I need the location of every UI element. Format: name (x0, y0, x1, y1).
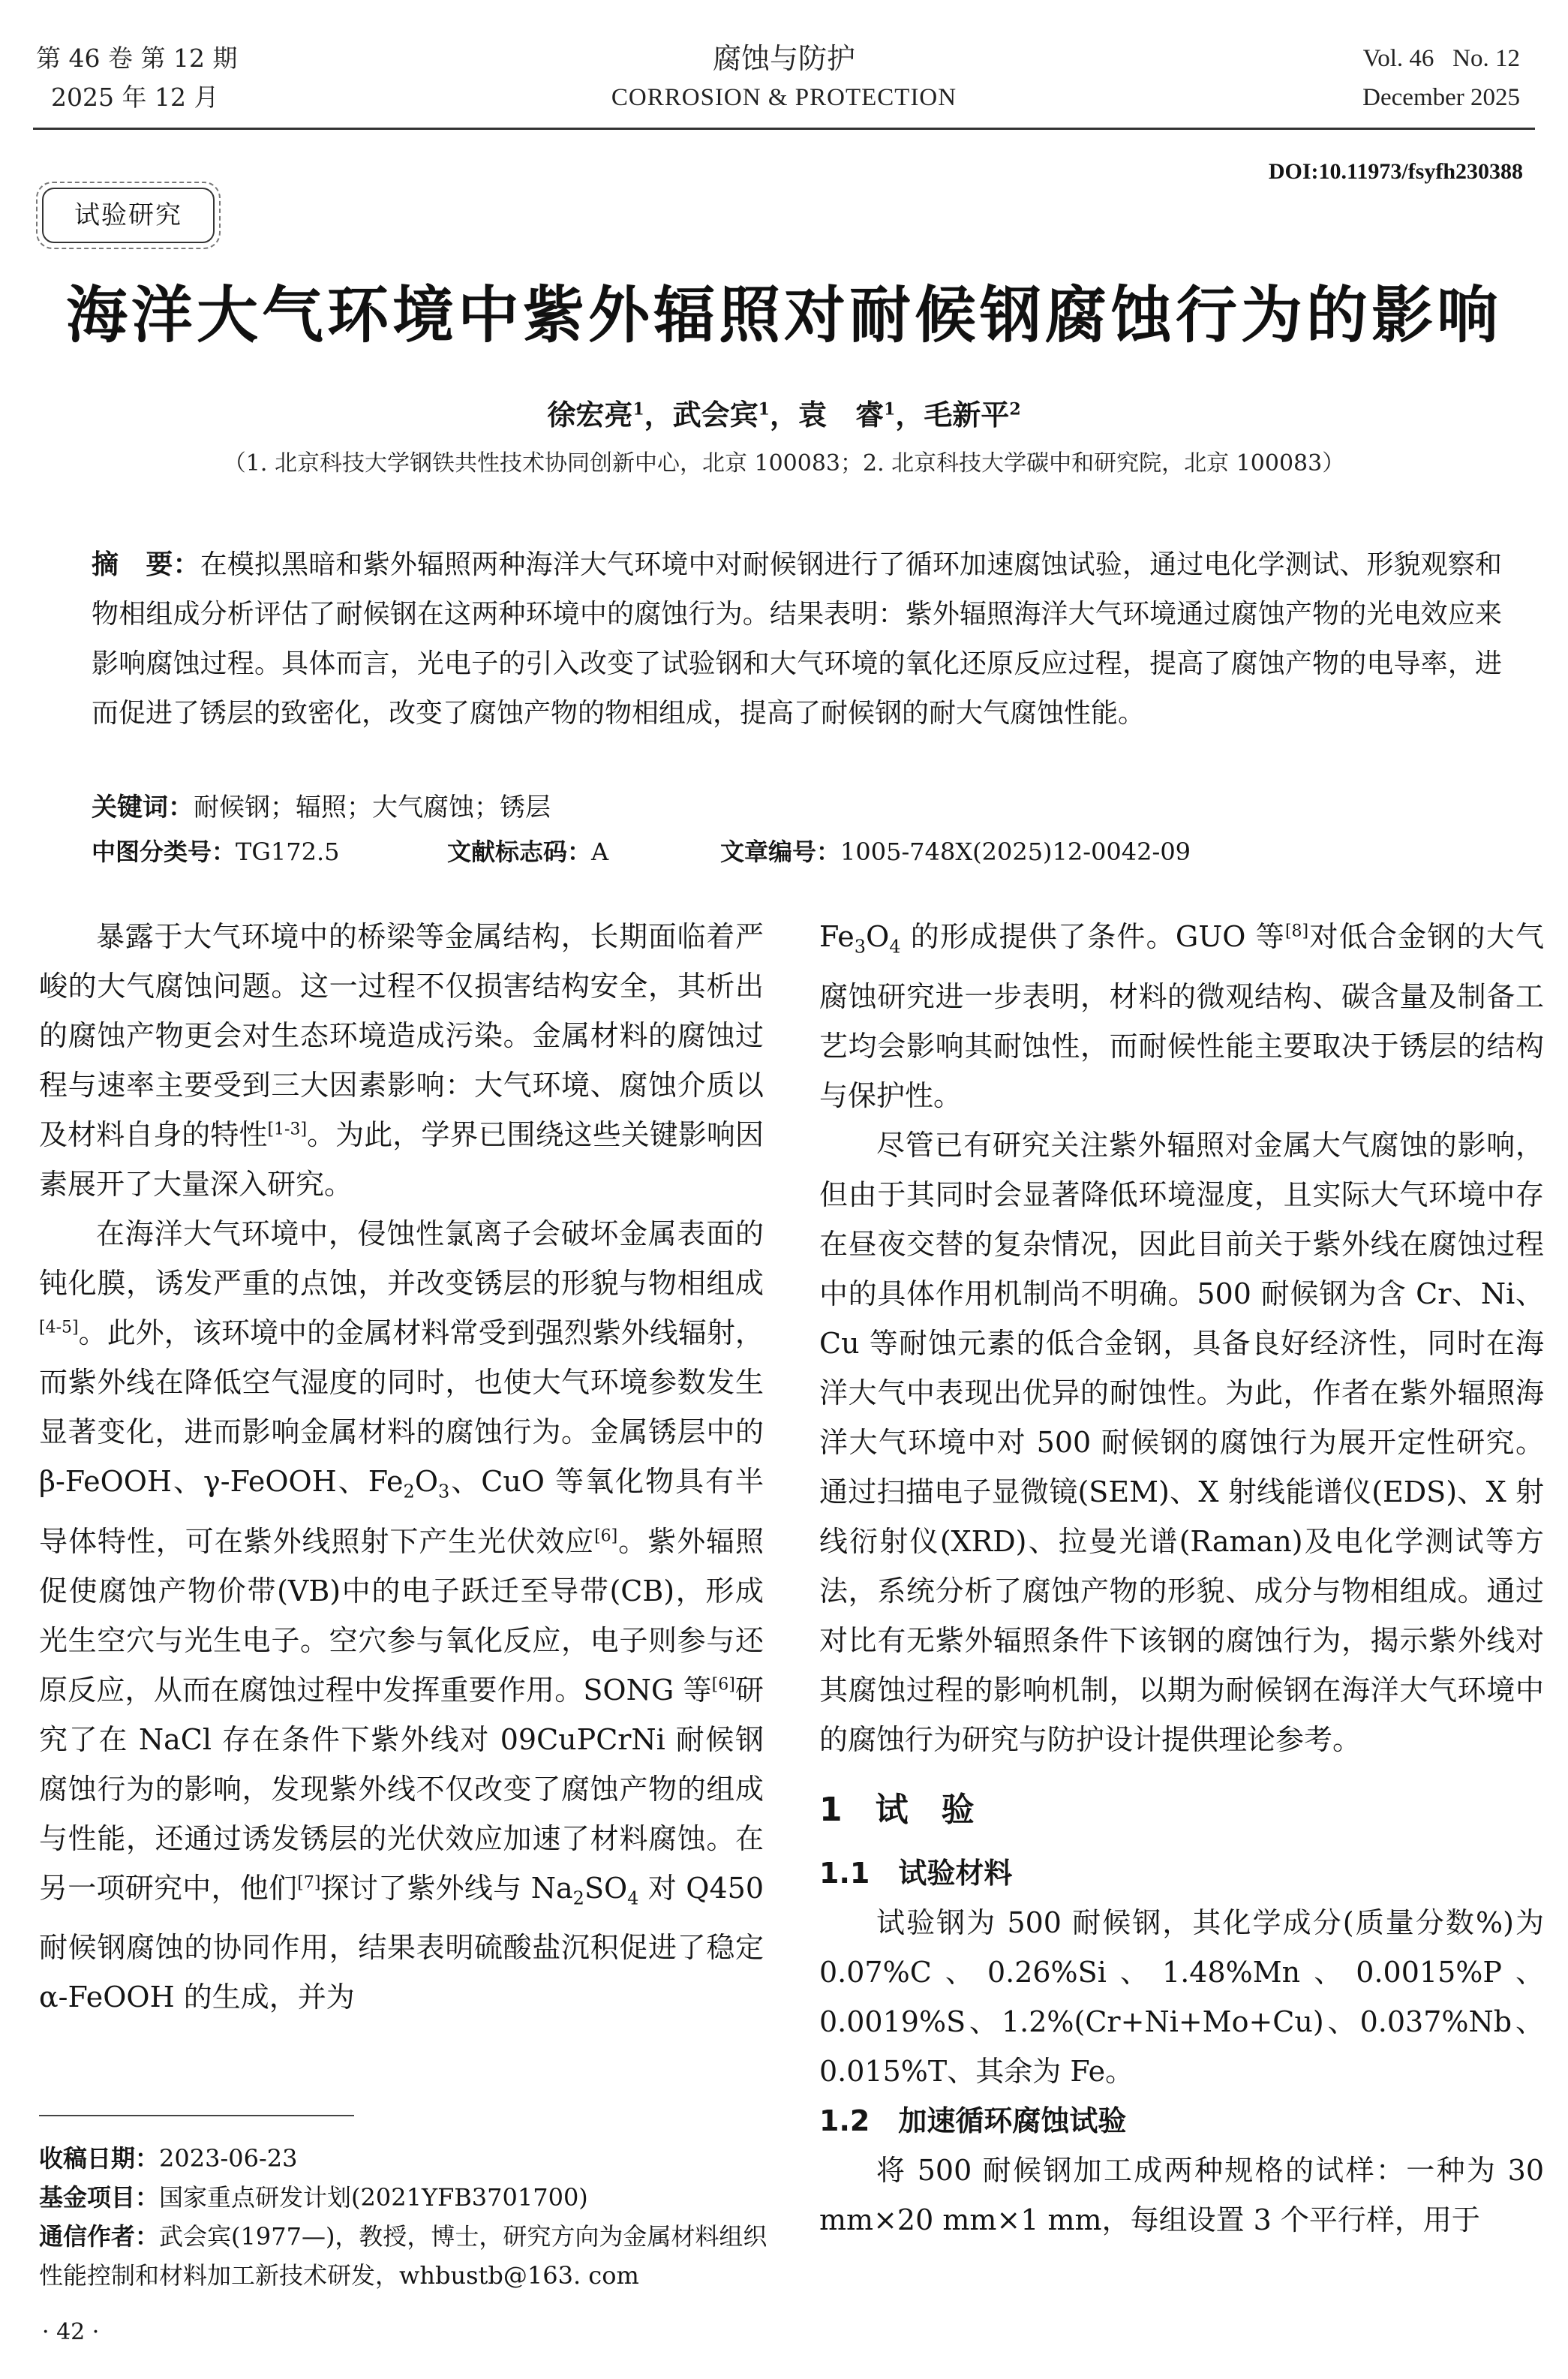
paragraph (39, 1209, 764, 2022)
clc-number (92, 833, 340, 868)
text: 。此外，该环境中的金属材料常受到强烈紫外线辐射，而紫外线在降低空气湿度的同时，也使大气环境参数发生显著变化，进而影响金属材料的腐蚀行为。金属锈层中的 β-FeOOH、γ-FeOOH、Fe (39, 1316, 764, 1498)
section-heading: 1 试 验 (819, 1790, 975, 1829)
body-right-column (819, 912, 1544, 2245)
footnote-text: 2023-06-23 (159, 2144, 298, 2173)
section-badge: 试验研究 (42, 188, 215, 243)
abstract-text: 在模拟黑暗和紫外辐照两种海洋大气环境中对耐候钢进行了循环加速腐蚀试验，通过电化学测试、形貌观察和物相组成分析评估了耐候钢在这两种环境中的腐蚀行为。结果表明：紫外辐照海洋大气环境通过腐蚀产物的光电效应来影响腐蚀过程。具体而言，光电子的引入改变了试验钢和大气环境的氧化还原反应过程，提高了腐蚀产物的电导率，进而促进了锈层的致密化，改变了腐蚀产物的物相组成，提高了耐候钢的耐大气腐蚀性能。 (92, 549, 1502, 729)
date-cn: 2025 年 12 月 (51, 83, 219, 112)
subscript: 4 (627, 1887, 639, 1909)
journal-cn: 腐蚀与防护 (712, 42, 855, 75)
article-number-label: 文章编号： (720, 838, 841, 866)
citation[interactable]: [6] (711, 1674, 735, 1694)
footnotes (39, 2139, 774, 2295)
keywords (92, 786, 551, 823)
header-journal (0, 39, 1568, 117)
clc-value: TG172.5 (236, 838, 340, 866)
subsection-heading: 1.1 试验材料 (819, 1856, 1013, 1890)
volume-en: Vol. 46 No. 12 (1362, 45, 1520, 72)
author-aff: 1 (884, 399, 896, 420)
journal-en: CORROSION & PROTECTION (611, 84, 957, 111)
citation[interactable]: [6] (594, 1526, 618, 1545)
body-left-column (39, 912, 764, 2022)
author-aff: 2 (1009, 399, 1021, 420)
author-aff: 1 (758, 399, 770, 420)
text: 暴露于大气环境中的桥梁等金属结构，长期面临着严峻的大气腐蚀问题。这一过程不仅损害结构安全，其析出的腐蚀产物更会对生态环境造成污染。金属材料的腐蚀过程与速率主要受到三大因素影响：大气环境、腐蚀介质以及材料自身的特性 (39, 920, 764, 1151)
text: 的形成提供了条件。GUO 等 (900, 920, 1285, 953)
text: Fe (819, 920, 855, 953)
author-aff: 1 (632, 399, 644, 420)
volume-cn: 第 46 卷 第 12 期 (36, 44, 238, 73)
paragraph (819, 912, 1544, 1120)
doi[interactable]: DOI:10.11973/fsyfh230388 (1268, 159, 1523, 184)
paragraph: 将 500 耐候钢加工成两种规格的试样：一种为 30 mm×20 mm×1 mm，每组设置 3 个平行样，用于 (819, 2153, 1544, 2236)
abstract-label: 摘 要： (92, 549, 200, 580)
article-number (720, 833, 1191, 868)
text: 。为此，学界已围绕这些关键影响因素展开了大量深入研究。 (39, 1118, 764, 1201)
doc-code-label: 文献标志码： (447, 838, 592, 866)
author-list: 徐宏亮$^1$，武会宾$^1$，袁 睿$^1$，毛新平$^2$ (547, 398, 1021, 432)
text: SO (584, 1871, 628, 1905)
footnote-label: 通信作者： (39, 2222, 160, 2251)
subscript: 2 (403, 1481, 415, 1502)
doc-code-value: A (591, 838, 609, 866)
header-issue (1362, 39, 1520, 117)
text: 、CuO 等氧化物具有半导体特性，可在紫外线照射下产生光伏效应 (39, 1465, 764, 1558)
text: O (414, 1465, 438, 1498)
author-name: 袁 睿 (798, 398, 885, 432)
citation[interactable]: [8] (1284, 922, 1309, 941)
subscript: 3 (854, 936, 867, 958)
footnote-text: 国家重点研发计划(2021YFB3701700) (159, 2183, 588, 2212)
subsection-heading: 1.2 加速循环腐蚀试验 (819, 2104, 1127, 2137)
paragraph: 试验钢为 500 耐候钢，其化学成分(质量分数%)为 0.07%C、0.26%Si、1.48%Mn、0.0015%P、0.0019%S、1.2%(Cr+Ni+Mo+Cu)、0.037%Nb、0.015%T、其余为 Fe。 (819, 1905, 1544, 2088)
author-name: 毛新平 (924, 398, 1010, 432)
subscript: 2 (572, 1887, 584, 1909)
footnote-label: 收稿日期： (39, 2144, 160, 2173)
keywords-label: 关键词： (92, 792, 194, 823)
text: 。紫外辐照促使腐蚀产物价带(VB)中的电子跃迁至导带(CB)，形成光生空穴与光生电子。空穴参与氧化反应，电子则参与还原反应，从而在腐蚀过程中发挥重要作用。SONG 等 (39, 1524, 764, 1707)
footnote-text: 武会宾(1977—)，教授，博士，研究方向为金属材料组织性能控制和材料加工新技术研发，whbustb@163. com (39, 2222, 767, 2290)
abstract (92, 540, 1502, 738)
subscript: 3 (437, 1481, 450, 1502)
article-title: 海洋大气环境中紫外辐照对耐候钢腐蚀行为的影响 (65, 280, 1502, 351)
text: 探讨了紫外线与 Na (320, 1871, 573, 1905)
author-name: 武会宾 (672, 398, 758, 432)
footnote-fund (39, 2178, 774, 2217)
doc-code (447, 833, 608, 868)
footnote-rule (39, 2115, 354, 2116)
author-name: 徐宏亮 (547, 398, 633, 432)
text: 对低合金钢的大气腐蚀研究进一步表明，材料的微观结构、碳含量及制备工艺均会影响其耐蚀性，而耐候性能主要取决于锈层的结构与保护性。 (819, 920, 1544, 1112)
header-rule (33, 128, 1535, 130)
citation[interactable]: [1-3] (267, 1120, 308, 1139)
paragraph: 尽管已有研究关注紫外辐照对金属大气腐蚀的影响，但由于其同时会显著降低环境湿度，且实际大气环境中存在昼夜交替的复杂情况，因此目前关于紫外线在腐蚀过程中的具体作用机制尚不明确。500 耐候钢为含 Cr、Ni、Cu 等耐蚀元素的低合金钢，具备良好经济性，同时在海洋大气中表现出优异的耐蚀性。为此，作者在紫外辐照海洋大气环境中对 500 耐候钢的腐蚀行为展开定性研究。通过扫描电子显微镜(SEM)、X 射线能谱仪(EDS)、X 射线衍射仪(XRD)、拉曼光谱(Raman)及电化学测试等方法，系统分析了腐蚀产物的形貌、成分与物相组成。通过对比有无紫外辐照条件下该钢的腐蚀行为，揭示紫外线对其腐蚀过程的影响机制，以期为耐候钢在海洋大气环境中的腐蚀行为研究与防护设计提供理论参考。 (819, 1128, 1544, 1756)
text: 对 Q450 耐候钢腐蚀的协同作用，结果表明硫酸盐沉积促进了稳定 α-FeOOH 的生成，并为 (39, 1871, 764, 2014)
page-number: · 42 · (42, 2319, 100, 2345)
text: 研究了在 NaCl 存在条件下紫外线对 09CuPCrNi 耐候钢腐蚀行为的影响，发现紫外线不仅改变了腐蚀产物的组成与性能，还通过诱发锈层的光伏效应加速了材料腐蚀。在另一项研究中，他们 (39, 1673, 764, 1905)
article-number-value: 1005-748X(2025)12-0042-09 (840, 838, 1191, 866)
footnote-received (39, 2139, 774, 2178)
paragraph (39, 912, 764, 1209)
keywords-text: 耐候钢；辐照；大气腐蚀；锈层 (194, 792, 551, 823)
affiliations: （1. 北京科技大学钢铁共性技术协同创新中心，北京 100083；2. 北京科技大学碳中和研究院，北京 100083） (223, 450, 1345, 477)
subscript: 4 (889, 936, 901, 958)
citation[interactable]: [4-5] (39, 1318, 79, 1337)
clc-label: 中图分类号： (92, 838, 236, 866)
text: O (866, 920, 890, 953)
citation[interactable]: [7] (297, 1872, 321, 1892)
footnote-label: 基金项目： (39, 2183, 160, 2212)
date-en: December 2025 (1362, 84, 1520, 111)
footnote-corresponding (39, 2217, 774, 2295)
text: 在海洋大气环境中，侵蚀性氯离子会破坏金属表面的钝化膜，诱发严重的点蚀，并改变锈层的形貌与物相组成 (39, 1217, 764, 1300)
